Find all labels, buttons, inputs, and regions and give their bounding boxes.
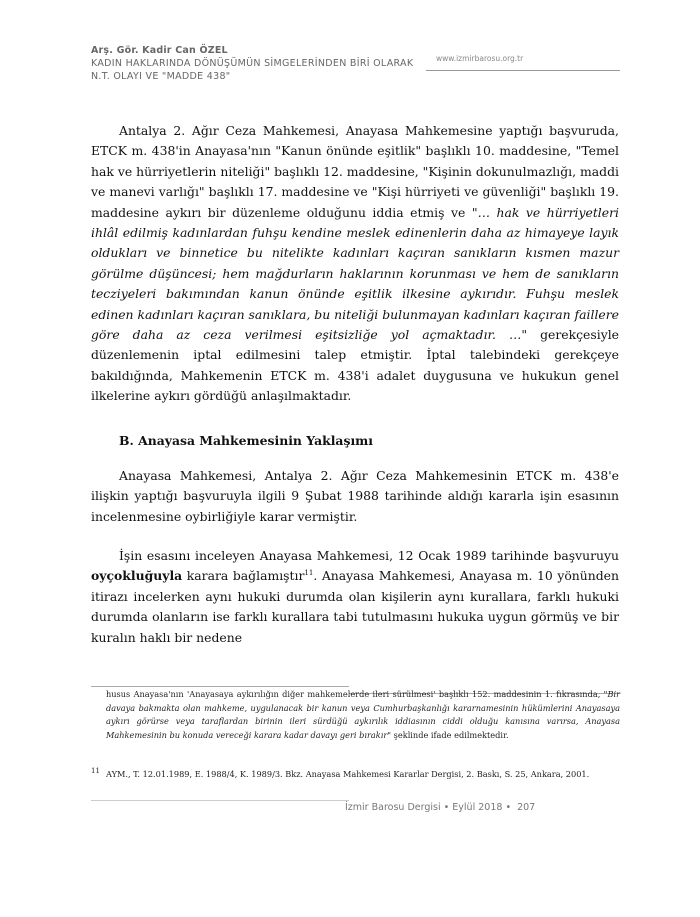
footnote-11-text: AYM., T. 12.01.1989, E. 1988/4, K. 1989/3. Bkz. Anayasa Mahkemesi Kararlar Dergisi, 2. Baskı, S. 25, Ankara, 2001. [106, 769, 590, 779]
footnote-continuation-text: husus Anayasa'nın 'Anayasaya aykırılığın diğer mahkemelerde ileri sürülmesi' başlıklı 152. maddesinin 1. fıkrasında, [106, 689, 604, 699]
paragraph-3 [91, 546, 619, 648]
paragraph-3-bold-term: oyçokluğuyla [91, 568, 183, 584]
footnote-continuation-quote: "Bir davaya bakmakta olan mahkeme, uygulanacak bir kanun veya Cumhurbaşkanlığı kararnamesinin hükümlerini Anayasaya aykırı görürse veya taraflardan birinin ileri sürdüğü aykırılık iddiasının ciddi olduğu kanısına varırsa, Anayasa Mahkemesinin bu konuda vereceği karara kadar davayı geri bırakır" [106, 689, 620, 740]
footer-journal-name: İzmir Barosu Dergisi [345, 802, 441, 813]
paragraph-3-text-cont: karara bağlamıştır [182, 568, 305, 584]
footnote-continuation-end: şeklinde ifade edilmektedir. [391, 729, 509, 740]
page-number: 207 [517, 802, 536, 813]
main-text-block-2 [91, 466, 619, 527]
footnote-divider-left [91, 686, 349, 687]
paragraph-1-text: Antalya 2. Ağır Ceza Mahkemesi, Anayasa Mahkemesine yaptığı başvuruda, ETCK m. 438'in Anayasa'nın "Kanun önünde eşitlik" başlıklı 10. maddesine, "Temel hak ve hürriyetlerin niteliği" başlıklı 12. maddesine, "Kişinin dokunulmazlığı, maddi ve manevi varlığı" başlıklı 17. maddesine ve "Kişi hürriyeti ve güvenliği" başlıklı 19. maddesine aykırı bir düzenleme olduğunu iddia etmiş ve [91, 123, 619, 220]
header-website-url[interactable]: www.izmirbarosu.org.tr [436, 54, 524, 63]
footer-separator: • [443, 802, 450, 813]
section-heading: B. Anayasa Mahkemesinin Yaklaşımı [119, 433, 373, 448]
main-text-block-1 [91, 121, 619, 407]
footer-separator: • [505, 802, 512, 813]
footnote-ref-11[interactable]: 11 [304, 569, 314, 578]
paragraph-2: Anayasa Mahkemesi, Antalya 2. Ağır Ceza Mahkemesinin ETCK m. 438'e ilişkin yaptığı başvuruyla ilgili 9 Şubat 1988 tarihinde aldığı kararla işin esasının incelenmesine oybirliğiyle karar vermiştir. [91, 468, 619, 524]
footer-divider [91, 800, 349, 801]
page-footer [345, 802, 535, 813]
footnote-continuation [106, 688, 620, 742]
paragraph-1-court-quote: "… hak ve hürriyetleri ihlâl edilmiş kadınlardan fuhşu kendine meslek edinenlerin daha az himayeye layık oldukları ve binnetice bu nitelikte kadınları kaçıran sanıkların kısmen mazur görülme düşüncesi; hem mağdurların haklarının korunması ve hem de sanıkların tecziyeleri bakımından kanun önünde eşitlik ilkesine aykırıdır. Fuhşu meslek edinen kadınları kaçıran sanıklara, bu niteliği bulunmayan kadınları kaçıran faillere göre daha az ceza verilmesi eşitsizliğe yol açmaktadır. …" [91, 204, 619, 343]
paragraph-1-conclusion: gerekçesiyle düzenlemenin iptal edilmesini talep etmiştir. İptal talebindeki gerekçeye bakıldığında, Mahkemenin ETCK m. 438'i adalet duygusuna ve hukukun genel ilkelerine aykırı gördüğü anlaşılmaktadır. [91, 327, 619, 404]
footer-date: Eylül 2018 [452, 802, 503, 813]
header-divider [426, 70, 620, 71]
header-article-title-line1: KADIN HAKLARINDA DÖNÜŞÜMÜN SİMGELERİNDEN BİRİ OLARAK [91, 58, 414, 69]
paragraph-1 [91, 121, 619, 407]
paragraph-3-text-end: . Anayasa Mahkemesi, Anayasa m. 10 yönünden itirazı incelerken aynı hukuki durumda olan kişilerin aynı kurallara, farklı hukuki durumda olanların ise farklı kurallara tabi tutulmasını hukuka uygun görmüş ve bir kuralın haklı bir nedene [91, 568, 619, 645]
paragraph-3-text: İşin esasını inceleyen Anayasa Mahkemesi, 12 Ocak 1989 tarihinde başvuruyu [119, 548, 619, 563]
header-author: Arş. Gör. Kadir Can ÖZEL [91, 45, 228, 56]
header-article-title-line2: N.T. OLAYI VE "MADDE 438" [91, 71, 231, 82]
main-text-block-3 [91, 546, 619, 648]
